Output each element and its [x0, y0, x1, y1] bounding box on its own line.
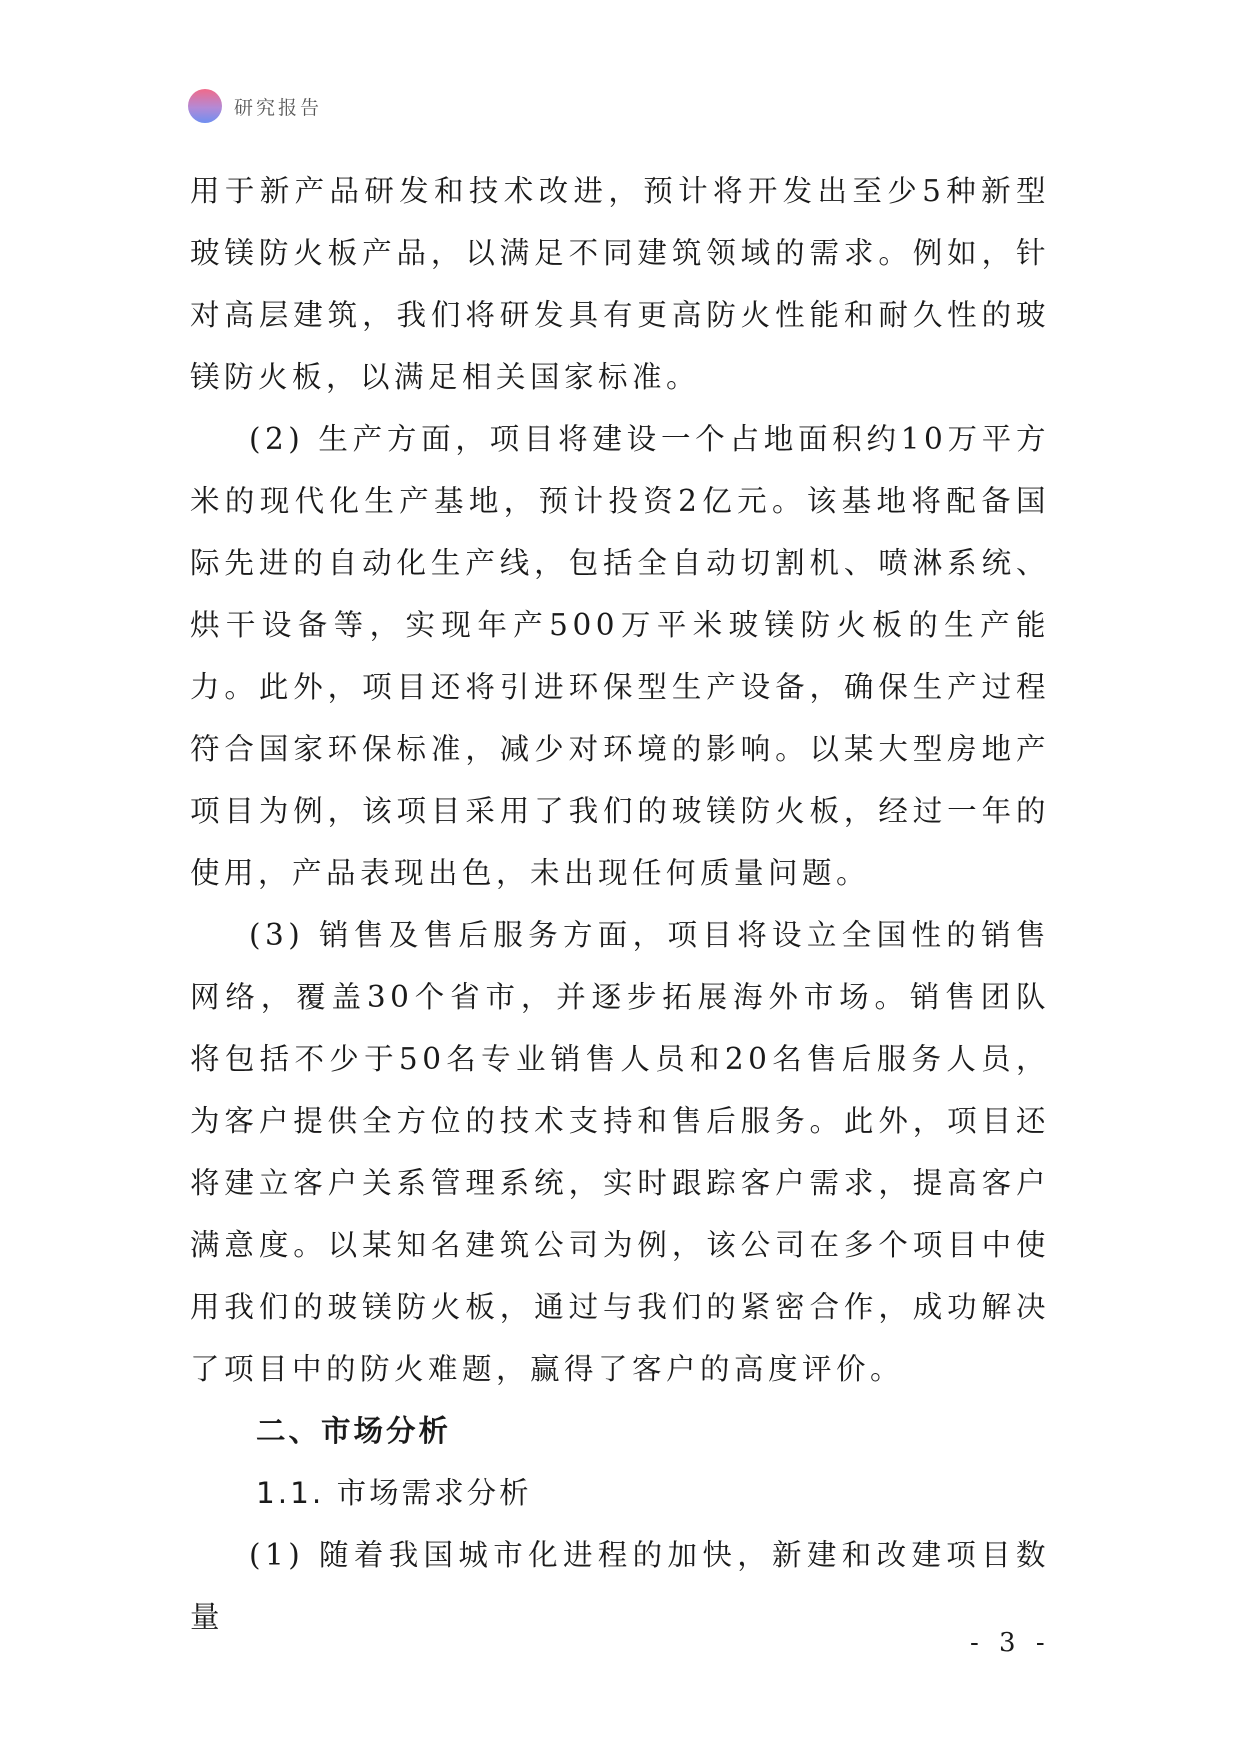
- section-heading: 二、市场分析: [256, 1414, 452, 1448]
- page-header: [188, 88, 322, 124]
- paragraph-4: (1) 随着我国城市化进程的加快，新建和改建项目数量: [190, 1538, 1050, 1634]
- document-body: [190, 160, 1050, 1648]
- logo-circle-icon: [188, 89, 222, 123]
- header-title: 研究报告: [234, 96, 323, 119]
- paragraph-2: (2) 生产方面，项目将建设一个占地面积约10万平方米的现代化生产基地，预计投资2亿元。该基地将配备国际先进的自动化生产线，包括全自动切割机、喷淋系统、烘干设备等，实现年产500万平米玻镁防火板的生产能力。此外，项目还将引进环保型生产设备，确保生产过程符合国家环保标准，减少对环境的影响。以某大型房地产项目为例，该项目采用了我们的玻镁防火板，经过一年的使用，产品表现出色，未出现任何质量问题。: [190, 422, 1050, 890]
- paragraph-1: 用于新产品研发和技术改进，预计将开发出至少5种新型玻镁防火板产品，以满足不同建筑领域的需求。例如，针对高层建筑，我们将研发具有更高防火性能和耐久性的玻镁防火板，以满足相关国家标准。: [190, 174, 1050, 394]
- page-number: - 3 -: [970, 1628, 1051, 1658]
- subsection-heading: 1.1. 市场需求分析: [256, 1476, 532, 1510]
- paragraph-3: (3) 销售及售后服务方面，项目将设立全国性的销售网络，覆盖30个省市，并逐步拓展海外市场。销售团队将包括不少于50名专业销售人员和20名售后服务人员，为客户提供全方位的技术支持和售后服务。此外，项目还将建立客户关系管理系统，实时跟踪客户需求，提高客户满意度。以某知名建筑公司为例，该公司在多个项目中使用我们的玻镁防火板，通过与我们的紧密合作，成功解决了项目中的防火难题，赢得了客户的高度评价。: [190, 918, 1050, 1386]
